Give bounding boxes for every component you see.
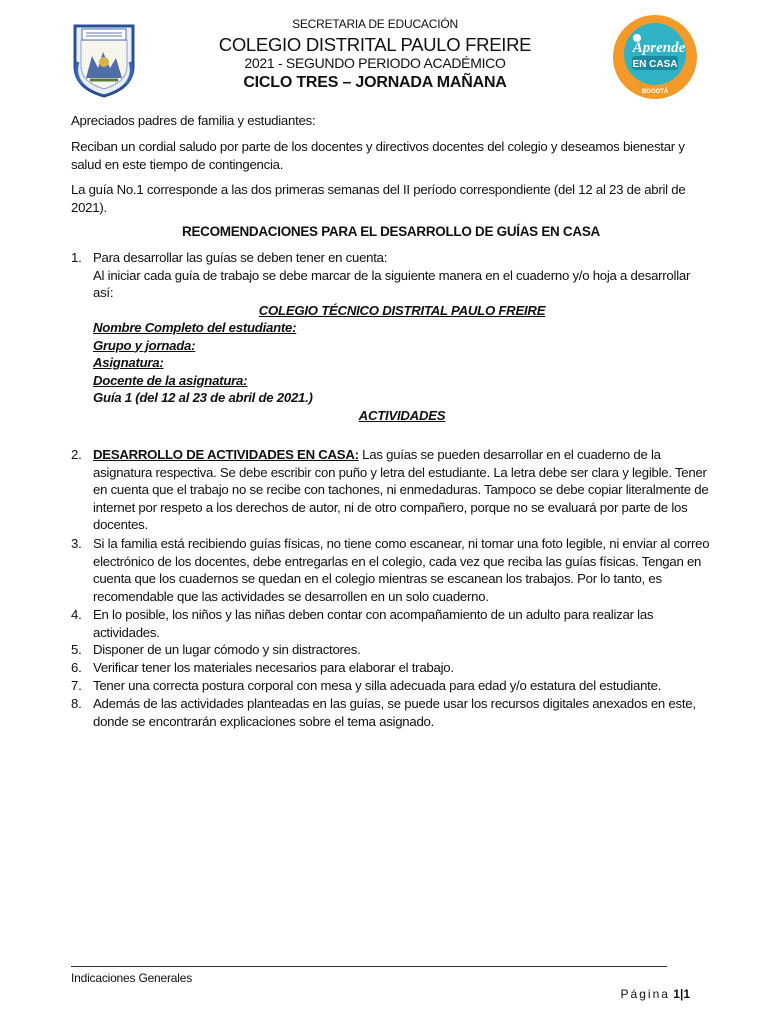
- item-number: 3.: [71, 536, 82, 551]
- recommendation-item-2: [71, 446, 711, 534]
- item-number: 5.: [71, 642, 82, 657]
- page-number: [600, 987, 690, 1001]
- item2-text: Las guías se pueden desarrollar en el cuaderno de la asignatura respectiva. Se debe escribir con puño y letra del estudiante. La letra debe ser clara y legible. Tener en cuenta que el trabajo no se recibe con tachones, ni enmedaduras. Tampoco se debe copiar literalmente de internet por respeto a los derechos de autor, ni de otro compañero, porque no se evaluará por parte de los docentes.: [93, 447, 709, 532]
- item7-text: Tener una correcta postura corporal con mesa y silla adecuada para edad y/o estatura del estudiante.: [93, 678, 662, 693]
- recommendation-item-1: [71, 249, 711, 424]
- item2-lead: DESARROLLO DE ACTIVIDADES EN CASA:: [93, 447, 359, 462]
- item1-instructions: Al iniciar cada guía de trabajo se debe marcar de la siguiente manera en el cuaderno y/o hoja a desarrollar así:: [93, 267, 691, 300]
- recommendation-item-6: [71, 659, 711, 677]
- svg-text:BOGOTÁ: BOGOTÁ: [641, 89, 669, 95]
- item-number: 6.: [71, 660, 82, 675]
- recommendation-item-8: [71, 695, 711, 730]
- item1-intro: Para desarrollar las guías se deben tener en cuenta:: [93, 250, 388, 265]
- item-number: 2.: [71, 447, 82, 462]
- guia-paragraph: La guía No.1 corresponde a las dos primeras semanas del II período correspondiente (del 12 al 23 de abril de 2021).: [71, 182, 686, 215]
- page-label: Página: [620, 987, 670, 1001]
- field-subject: Asignatura:: [93, 355, 164, 370]
- item4-text: En lo posible, los niños y las niñas deben contar con acompañamiento de un adulto para realizar las actividades.: [93, 607, 654, 640]
- field-group: Grupo y jornada:: [93, 337, 196, 353]
- item8-text: Además de las actividades planteadas en las guías, se puede usar los recursos digitales anexados en este, donde se encontrarán explicaciones sobre el tema asignado.: [93, 696, 696, 729]
- school-heading-sample: COLEGIO TÉCNICO DISTRITAL PAULO FREIRE: [258, 302, 546, 318]
- item5-text: Disponer de un lugar cómodo y sin distractores.: [93, 642, 361, 657]
- svg-text:EN CASA: EN CASA: [632, 59, 678, 70]
- saludo-paragraph: Reciban un cordial saludo por parte de los docentes y directivos docentes del colegio y deseamos bienestar y salud en este tiempo de contingencia.: [71, 139, 685, 172]
- recommendations-title: RECOMENDACIONES PARA EL DESARROLLO DE GUÍAS EN CASA: [182, 224, 600, 239]
- item-number: 4.: [71, 607, 82, 622]
- header-school-name: COLEGIO DISTRITAL PAULO FREIRE: [218, 34, 532, 55]
- recommendation-item-4: [71, 606, 711, 641]
- page-separator: |: [679, 987, 684, 1001]
- school-crest-logo: [72, 22, 136, 98]
- item-number: 7.: [71, 678, 82, 693]
- field-teacher: Docente de la asignatura:: [93, 372, 248, 388]
- field-student-name: Nombre Completo del estudiante:: [93, 320, 297, 335]
- recommendation-item-7: [71, 677, 711, 695]
- item3-text: Si la familia está recibiendo guías físicas, no tiene como escanear, ni tomar una foto legible, ni enviar al correo electrónico de los docentes, debe entregarlas en el colegio, cada vez que reciba las guías físicas. Tengan en cuenta que los cuadernos se quedan en el colegio mientras se escanean los trabajos. Por lo tanto, es recomendable que las actividades se desarrollen en un solo cuaderno.: [93, 536, 710, 604]
- svg-text:Aprende: Aprende: [632, 40, 686, 56]
- field-guide: Guía 1 (del 12 al 23 de abril de 2021.): [93, 390, 313, 405]
- footer-title: Indicaciones Generales: [71, 971, 193, 985]
- header-cycle: CICLO TRES – JORNADA MAÑANA: [243, 74, 507, 91]
- item-number: 8.: [71, 696, 82, 711]
- greeting: Apreciados padres de familia y estudiantes:: [71, 113, 316, 128]
- header-period: 2021 - SEGUNDO PERIODO ACADÉMICO: [244, 55, 506, 71]
- page-current: 1: [673, 987, 680, 1001]
- page-total: 1: [683, 987, 690, 1001]
- footer-divider: [71, 966, 667, 967]
- aprende-en-casa-logo: [612, 14, 698, 100]
- recommendation-item-5: [71, 641, 711, 659]
- activities-heading: ACTIVIDADES: [358, 407, 446, 423]
- header-secretaria: SECRETARIA DE EDUCACIÓN: [292, 17, 458, 31]
- item-number: 1.: [71, 250, 82, 265]
- recommendation-item-3: [71, 535, 711, 605]
- item6-text: Verificar tener los materiales necesarios para elaborar el trabajo.: [93, 660, 454, 675]
